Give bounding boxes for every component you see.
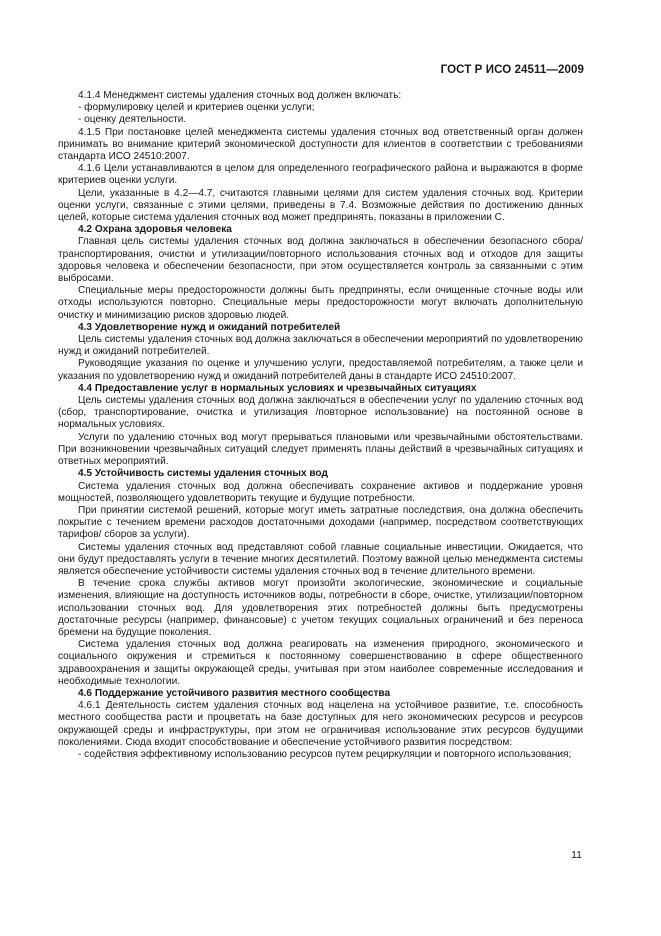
list-item: - содействия эффективному использованию ресурсов путем рециркуляции и повторного использования; bbox=[78, 748, 572, 760]
section-heading: 4.6 Поддержание устойчивого развития местного сообщества bbox=[78, 687, 391, 699]
paragraph: Услуги по удалению сточных вод могут прерываться плановыми или чрезвычайными обстоятельствами. При возникновении чрезвычайных ситуаций следует применять планы действий в чрезвычайных ситуациях и ответных мероприятий. bbox=[58, 431, 583, 468]
section-heading: 4.4 Предоставление услуг в нормальных условиях и чрезвычайных ситуациях bbox=[78, 382, 477, 394]
standard-header: ГОСТ Р ИСО 24511—2009 bbox=[440, 64, 584, 76]
section-heading: 4.3 Удовлетворение нужд и ожиданий потребителей bbox=[78, 321, 341, 333]
paragraph: В течение срока службы активов могут произойти экологические, экономические и социальные изменения, влияющие на доступность источников воды, потребности в сборе, очистке, утилизации/повторном использовании сточных вод. Для удовлетворения этих потребностей должны быть предусмотрены достаточные ресурсы (например, финансовые) с учетом текущих социальных ограничений и без переноса бремени на будущие поколения. bbox=[58, 578, 583, 638]
paragraph: Цель системы удаления сточных вод должна заключаться в обеспечении мероприятий по удовлетворению нужд и ожиданий потребителей. bbox=[58, 334, 583, 358]
section-heading: 4.2 Охрана здоровья человека bbox=[78, 224, 232, 236]
paragraph: 4.1.4 Менеджмент системы удаления сточных вод должен включать: bbox=[78, 90, 402, 101]
paragraph: Система удаления сточных вод должна обеспечивать сохранение активов и поддержание уровня мощностей, позволяющего удовлетворить текущие и будущие потребности. bbox=[58, 480, 583, 504]
page-number: 11 bbox=[571, 849, 582, 861]
paragraph: Специальные меры предосторожности должны быть предприняты, если очищенные сточные воды или отходы используются повторно. Специальные меры предосторожности могут включать дополнительную очистку и минимизацию рисков здоровью людей. bbox=[58, 285, 583, 321]
paragraph: Цель системы удаления сточных вод должна заключаться в обеспечении услуг по удалению сточных вод (сбор, транспортирование, очистка и утилизация /повторное использование) на постоянной основе в нормальных условиях. bbox=[58, 395, 583, 431]
paragraph: Системы удаления сточных вод представляют собой главные социальные инвестиции. Ожидается, что они будут предоставлять услуги в течение многих десятилетий. Поэтому важной целью менеджмента системы является обеспечение устойчивости системы удаления сточных вод в течение длительного времени. bbox=[58, 541, 583, 577]
document-body bbox=[58, 90, 583, 761]
paragraph: Руководящие указания по оценке и улучшению услуги, предоставляемой потребителям, а также цели и указания по удовлетворению нужд и ожиданий потребителей даны в стандарте ИСО 24510:2007. bbox=[58, 358, 583, 382]
paragraph: При принятии системой решений, которые могут иметь затратные последствия, она должна обеспечить покрытие с течением времени расходов достаточными доходами (например, посредством соответствующих тарифов/ сборов за услуги). bbox=[58, 504, 583, 541]
list-item: - оценку деятельности. bbox=[78, 114, 187, 126]
paragraph: 4.1.5 При постановке целей менеджмента системы удаления сточных вод ответственный орган должен принимать во внимание критерий экономической доступности для клиентов в соответствии с требованиями стандарта ИСО 24510:2007. bbox=[58, 126, 583, 163]
paragraph: 4.1.6 Цели устанавливаются в целом для определенного географического района и выражаются в форме критериев оценки услуги. bbox=[58, 163, 583, 187]
paragraph: 4.6.1 Деятельность систем удаления сточных вод нацелена на устойчивое развитие, т.е. способность местного сообщества расти и процветать на базе доступных для него экономических ресурсов и ресурсов окружающей среды и инфраструктуры, при этом не ограничивая использование этих ресурсов будущими поколениями. Сюда входит способствование и обеспечение устойчивого развития посредством: bbox=[58, 700, 583, 748]
paragraph: Цели, указанные в 4.2—4.7, считаются главными целями для систем удаления сточных вод. Критерии оценки услуги, связанные с этими целями, приведены в 7.4. Возможные действия по достижению данных целей, которые система удаления сточных вод может предпринять, показаны в приложении С. bbox=[58, 187, 583, 224]
section-heading: 4.5 Устойчивость системы удаления сточных вод bbox=[78, 468, 328, 480]
paragraph: Система удаления сточных вод должна реагировать на изменения природного, экономического и социального окружения и стремиться к постоянному совершенствованию в сфере общественного здравоохранения и защиты окружающей среды, учитывая при этом наиболее современные исследования и необходимые технологии. bbox=[58, 639, 583, 687]
list-item: - формулировку целей и критериев оценки услуги; bbox=[78, 102, 315, 114]
paragraph: Главная цель системы удаления сточных вод должна заключаться в обеспечении безопасного сбора/транспортирования, очистки и утилизации/повторного использования сточных вод и отходов для защиты здоровья человека и обеспечении безопасности, при этом осуществляется контроль за связанными с этим выбросами. bbox=[58, 236, 583, 285]
